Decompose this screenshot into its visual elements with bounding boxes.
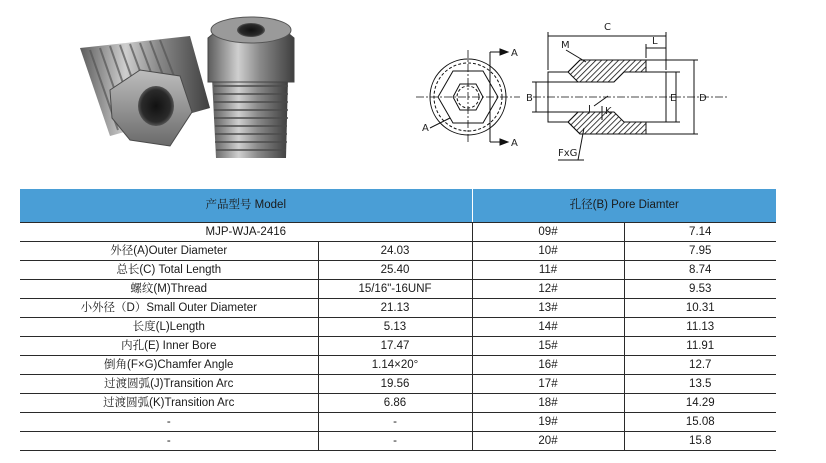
- pore-code-cell: 11#: [472, 261, 624, 280]
- nozzle-right: [208, 17, 294, 158]
- spec-label-cell: -: [20, 413, 318, 432]
- spec-label-cell: 过渡圆弧(J)Transition Arc: [20, 375, 318, 394]
- product-photo: [40, 8, 360, 176]
- pore-code-cell: 17#: [472, 375, 624, 394]
- model-header: 产品型号 Model: [20, 189, 472, 223]
- pore-value-cell: 11.91: [624, 337, 776, 356]
- pore-code-cell: 09#: [472, 223, 624, 242]
- pore-value-cell: 15.8: [624, 432, 776, 451]
- pore-value-cell: 12.7: [624, 356, 776, 375]
- end-view: [416, 49, 520, 145]
- technical-drawing: [408, 10, 738, 170]
- pore-value-cell: 13.5: [624, 375, 776, 394]
- spec-value-cell: 1.14×20°: [318, 356, 472, 375]
- label-a-top: A: [511, 48, 518, 59]
- table-row: [20, 223, 776, 242]
- spec-value-cell: 24.03: [318, 242, 472, 261]
- model-name-cell: MJP-WJA-2416: [20, 223, 472, 242]
- label-k: K: [605, 106, 612, 117]
- pore-code-cell: 12#: [472, 280, 624, 299]
- spec-label-cell: -: [20, 432, 318, 451]
- table-row: [20, 261, 776, 280]
- label-d: D: [699, 93, 707, 104]
- spec-label-cell: 螺纹(M)Thread: [20, 280, 318, 299]
- nozzle-left: [80, 36, 210, 146]
- label-fxg: FxG: [558, 148, 578, 159]
- spec-table: [20, 189, 776, 451]
- spec-value-cell: 19.56: [318, 375, 472, 394]
- pore-code-cell: 19#: [472, 413, 624, 432]
- label-j: J: [588, 104, 591, 115]
- spec-value-cell: 25.40: [318, 261, 472, 280]
- pore-code-cell: 10#: [472, 242, 624, 261]
- spec-label-cell: 过渡圆弧(K)Transition Arc: [20, 394, 318, 413]
- pore-code-cell: 15#: [472, 337, 624, 356]
- label-a-bottom: A: [511, 138, 518, 149]
- pore-value-cell: 10.31: [624, 299, 776, 318]
- pore-code-cell: 18#: [472, 394, 624, 413]
- table-row: [20, 280, 776, 299]
- label-a-left: A: [422, 123, 429, 134]
- spec-value-cell: 5.13: [318, 318, 472, 337]
- spec-label-cell: 内孔(E) Inner Bore: [20, 337, 318, 356]
- label-m: M: [561, 40, 570, 51]
- pore-value-cell: 14.29: [624, 394, 776, 413]
- pore-code-cell: 16#: [472, 356, 624, 375]
- pore-value-cell: 7.14: [624, 223, 776, 242]
- table-row: [20, 356, 776, 375]
- spec-label-cell: 小外径（D）Small Outer Diameter: [20, 299, 318, 318]
- pore-value-cell: 9.53: [624, 280, 776, 299]
- spec-value-cell: 6.86: [318, 394, 472, 413]
- table-row: [20, 299, 776, 318]
- label-l: L: [652, 36, 658, 47]
- table-row: [20, 242, 776, 261]
- pore-header: 孔径(B) Pore Diamter: [472, 189, 776, 223]
- spec-value-cell: 15/16"-16UNF: [318, 280, 472, 299]
- pore-code-cell: 14#: [472, 318, 624, 337]
- pore-value-cell: 15.08: [624, 413, 776, 432]
- spec-value-cell: -: [318, 413, 472, 432]
- spec-label-cell: 外径(A)Outer Diameter: [20, 242, 318, 261]
- spec-label-cell: 总长(C) Total Length: [20, 261, 318, 280]
- table-row: [20, 413, 776, 432]
- spec-label-cell: 倒角(F×G)Chamfer Angle: [20, 356, 318, 375]
- table-row: [20, 318, 776, 337]
- table-row: [20, 375, 776, 394]
- spec-value-cell: 21.13: [318, 299, 472, 318]
- pore-value-cell: 11.13: [624, 318, 776, 337]
- pore-code-cell: 20#: [472, 432, 624, 451]
- spec-value-cell: -: [318, 432, 472, 451]
- label-e: E: [670, 93, 677, 104]
- table-header-row: [20, 189, 776, 223]
- spec-label-cell: 长度(L)Length: [20, 318, 318, 337]
- pore-value-cell: 7.95: [624, 242, 776, 261]
- label-c: C: [604, 22, 611, 33]
- pore-value-cell: 8.74: [624, 261, 776, 280]
- table-row: [20, 337, 776, 356]
- table-row: [20, 432, 776, 451]
- spec-value-cell: 17.47: [318, 337, 472, 356]
- table-row: [20, 394, 776, 413]
- pore-code-cell: 13#: [472, 299, 624, 318]
- label-b: B: [526, 93, 533, 104]
